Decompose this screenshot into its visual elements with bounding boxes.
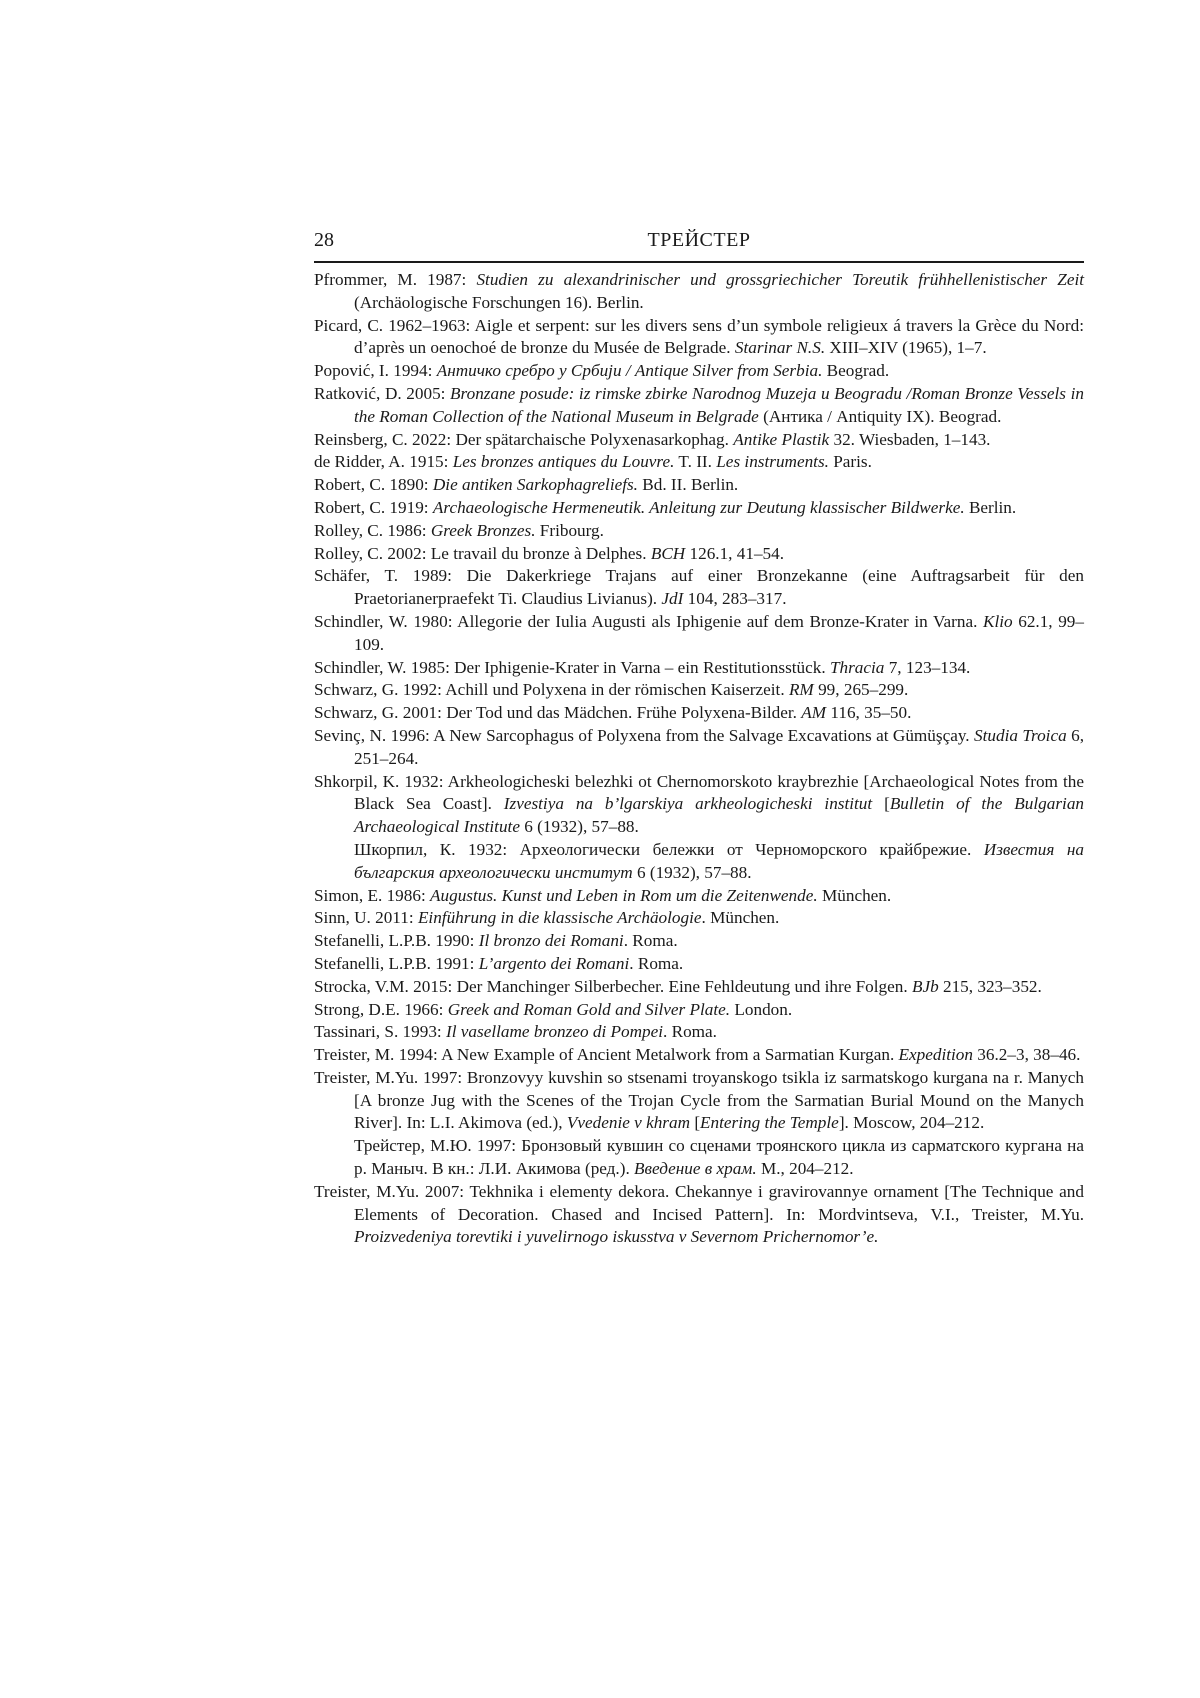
bibliography-entry	[314, 611, 1084, 657]
entry-title-italic: Les bronzes antiques du Louvre.	[452, 452, 675, 472]
entry-title-italic: Entering the Temple	[700, 1113, 839, 1133]
entry-text: Robert, C. 1890:	[314, 475, 433, 495]
bibliography-entry-translation	[314, 839, 1084, 885]
running-title: ТРЕЙСТЕР	[647, 229, 751, 251]
bibliography-entry	[314, 679, 1084, 702]
entry-text: Schwarz, G. 2001: Der Tod und das Mädchen. Frühe Polyxena-Bilder.	[314, 703, 802, 723]
entry-text: Шкорпил, К. 1932: Археологически бележки от Черноморского крайбрежие.	[354, 839, 984, 859]
entry-text: (Archäologische Forschungen 16). Berlin.	[354, 292, 644, 312]
entry-text: 6, 251–264.	[354, 725, 1084, 768]
entry-text: 99, 265–299.	[813, 680, 909, 700]
entry-text: ]. Moscow, 204–212.	[838, 1113, 985, 1133]
entry-text: Pfrommer, M. 1987:	[314, 270, 477, 289]
entry-title-italic: Greek Bronzes.	[430, 520, 536, 540]
entry-title-italic: Greek and Roman Gold and Silver Plate.	[447, 999, 731, 1019]
bibliography-entry	[314, 269, 1084, 315]
entry-text: XIII–XIV (1965), 1–7.	[825, 338, 987, 358]
entry-title-italic: Studien zu alexandrinischer und grossgriechicher Toreutik frühhellenistischer Zeit	[476, 270, 1084, 289]
entry-text: 126.1, 41–54.	[685, 543, 785, 563]
bibliography-list	[314, 269, 1084, 1249]
entry-title-italic: Proizvedeniya torevtiki i yuvelirnogo iskusstva v Severnom Prichernomor’e.	[354, 1227, 879, 1247]
bibliography-entry	[314, 1181, 1084, 1249]
entry-text: 62.1, 99–109.	[354, 611, 1084, 654]
entry-text: Berlin.	[964, 497, 1017, 517]
entry-text: Popović, I. 1994:	[314, 361, 437, 381]
entry-text: . Roma.	[663, 1022, 717, 1042]
page-header	[314, 228, 1084, 263]
bibliography-entry	[314, 315, 1084, 361]
bibliography-entry	[314, 885, 1084, 908]
entry-title-italic: Studia Troica	[974, 725, 1067, 745]
entry-text: Strocka, V.M. 2015: Der Manchinger Silberbecher. Eine Fehldeutung und ihre Folgen.	[314, 976, 912, 996]
entry-title-italic: JdI	[661, 589, 684, 609]
entry-title-italic: Augustus. Kunst und Leben in Rom um die Zeitenwende.	[430, 885, 818, 905]
entry-title-italic: Einführung in die klassische Archäologie	[417, 908, 702, 928]
entry-text: Simon, E. 1986:	[314, 885, 431, 905]
entry-text: Picard, C. 1962–1963: Aigle et serpent: sur les divers sens d’un symbole religieux á travers la Grèce du Nord: d’après un oenochoé de bronze du Musée de Belgrade.	[314, 315, 1084, 358]
bibliography-entry	[314, 976, 1084, 999]
bibliography-entry	[314, 725, 1084, 771]
entry-text: . Roma.	[623, 931, 678, 951]
entry-text: Schäfer, T. 1989: Die Dakerkriege Trajans auf einer Bronzekanne (eine Auftragsarbeit für den Praetorianerpraefekt Ti. Claudius Livianus).	[314, 566, 1084, 609]
entry-text: Schwarz, G. 1992: Achill und Polyxena in der römischen Kaiserzeit.	[314, 680, 789, 700]
entry-text: 36.2–3, 38–46.	[973, 1045, 1081, 1065]
entry-text: Трейстер, М.Ю. 1997: Бронзовый кувшин со сценами троянского цикла из сарматского кургана на р. Маныч. В кн.: Л.И. Акимова (ред.).	[354, 1136, 1084, 1179]
entry-text: Schindler, W. 1985: Der Iphigenie-Krater in Varna – ein Restitutionsstück.	[314, 657, 830, 677]
entry-text: Shkorpil, K. 1932: Arkheologicheski belezhki ot Chernomorskoto kraybrezhie [Archaeological Notes from the Black Sea Coast].	[314, 771, 1084, 814]
entry-text: [	[872, 794, 890, 814]
bibliography-entry	[314, 1044, 1084, 1067]
entry-text: Stefanelli, L.P.B. 1990:	[314, 931, 479, 951]
bibliography-entry	[314, 565, 1084, 611]
entry-title-italic: AM	[801, 703, 827, 723]
entry-text: [	[690, 1113, 701, 1133]
entry-text: Rolley, C. 2002: Le travail du bronze à Delphes.	[314, 543, 651, 563]
entry-title-italic: Известия на българския археологически институт	[354, 839, 1084, 882]
entry-text: 6 (1932), 57–88.	[632, 862, 752, 882]
bibliography-entry	[314, 771, 1084, 839]
bibliography-entry	[314, 953, 1084, 976]
entry-title-italic: Die antiken Sarkophagreliefs.	[432, 475, 638, 495]
entry-text: (Антика / Antiquity IX). Beograd.	[758, 406, 1002, 426]
bibliography-entry-translation	[314, 1135, 1084, 1181]
page-number: 28	[314, 229, 334, 251]
entry-text: München.	[817, 885, 892, 905]
entry-title-italic: RM	[788, 680, 814, 700]
bibliography-entry	[314, 657, 1084, 680]
entry-text: Sevinç, N. 1996: A New Sarcophagus of Polyxena from the Salvage Excavations at Gümüşçay.	[314, 725, 975, 745]
entry-text: Fribourg.	[535, 520, 604, 540]
entry-text: . Roma.	[629, 953, 684, 973]
entry-text: Schindler, W. 1980: Allegorie der Iulia Augusti als Iphigenie auf dem Bronze-Krater in Varna.	[314, 611, 983, 631]
entry-text: T. II.	[674, 452, 717, 472]
entry-title-italic: Klio	[983, 611, 1013, 631]
entry-text: М., 204–212.	[756, 1159, 854, 1179]
entry-text: Treister, M.Yu. 2007: Tekhnika i elementy dekora. Chekannye i gravirovannye ornament [The Technique and Elements of Decoration. Chased and Incised Pattern]. In: Mordvintseva, V.I., Treister, M.Yu.	[314, 1181, 1084, 1224]
entry-text: Rolley, C. 1986:	[314, 520, 431, 540]
bibliography-entry	[314, 360, 1084, 383]
entry-title-italic: Izvestiya na b’lgarskiya arkheologicheski institut	[503, 794, 873, 814]
entry-text: Sinn, U. 2011:	[314, 908, 418, 928]
entry-title-italic: Il vasellame bronzeo di Pompei	[446, 1022, 664, 1042]
entry-text: Tassinari, S. 1993:	[314, 1022, 446, 1042]
entry-text: Reinsberg, C. 2022: Der spätarchaische Polyxenasarkophag.	[314, 429, 734, 449]
entry-text: Robert, C. 1919:	[314, 497, 433, 517]
entry-title-italic: Archaeologische Hermeneutik. Anleitung zur Deutung klassischer Bildwerke.	[432, 497, 965, 517]
entry-title-italic: Bulletin of the Bulgarian Archaeological Institute	[354, 794, 1085, 837]
entry-text: Bd. II. Berlin.	[637, 475, 739, 495]
bibliography-entry	[314, 383, 1084, 429]
entry-text: 32. Wiesbaden, 1–143.	[829, 429, 991, 449]
entry-text: Stefanelli, L.P.B. 1991:	[314, 953, 479, 973]
entry-text: Paris.	[828, 452, 872, 472]
entry-title-italic: L’argento dei Romani	[478, 953, 630, 973]
entry-text: Ratković, D. 2005:	[314, 383, 451, 403]
entry-title-italic: Античко сребро у Србији / Antique Silver from Serbia.	[436, 361, 823, 381]
entry-title-italic: BCH	[650, 543, 686, 563]
entry-text: 116, 35–50.	[826, 703, 912, 723]
entry-text: 7, 123–134.	[884, 657, 971, 677]
entry-text: 104, 283–317.	[683, 589, 787, 609]
bibliography-entry	[314, 543, 1084, 566]
entry-title-italic: Expedition	[898, 1045, 973, 1065]
entry-title-italic: Vvedenie v khram	[566, 1113, 691, 1133]
bibliography-entry	[314, 451, 1084, 474]
entry-title-italic: Il bronzo dei Romani	[478, 931, 624, 951]
entry-title-italic: Введение в храм.	[634, 1159, 757, 1179]
bibliography-entry	[314, 474, 1084, 497]
entry-title-italic: BJb	[911, 976, 939, 996]
entry-text: Treister, M.Yu. 1997: Bronzovyy kuvshin so stsenami troyanskogo tsikla iz sarmatskogo kurgana na r. Manych [A bronze Jug with the Scenes of the Trojan Cycle from the Sarmatian Burial Mound on the Manych River]. In: L.I. Akimova (ed.),	[314, 1067, 1084, 1133]
bibliography-entry	[314, 702, 1084, 725]
bibliography-entry	[314, 497, 1084, 520]
entry-title-italic: Les instruments.	[716, 452, 829, 472]
bibliography-entry	[314, 1067, 1084, 1135]
entry-text: de Ridder, A. 1915:	[314, 452, 453, 472]
entry-text: . München.	[701, 908, 780, 928]
bibliography-entry	[314, 520, 1084, 543]
entry-title-italic: Thracia	[829, 657, 885, 677]
entry-title-italic: Antike Plastik	[733, 429, 830, 449]
entry-title-italic: Starinar N.S.	[734, 338, 826, 358]
entry-text: Treister, M. 1994: A New Example of Ancient Metalwork from a Sarmatian Kurgan.	[314, 1045, 899, 1065]
bibliography-entry	[314, 429, 1084, 452]
entry-text: Beograd.	[822, 361, 890, 381]
entry-text: 6 (1932), 57–88.	[519, 817, 639, 837]
bibliography-entry	[314, 907, 1084, 930]
bibliography-entry	[314, 930, 1084, 953]
entry-text: 215, 323–352.	[938, 976, 1042, 996]
bibliography-entry	[314, 1021, 1084, 1044]
entry-text: London.	[730, 999, 793, 1019]
entry-title-italic: Bronzane posude: iz rimske zbirke Narodnog Muzeja u Beogradu /Roman Bronze Vessels in the Roman Collection of the National Museum in Belgrade	[354, 383, 1084, 426]
bibliography-entry	[314, 999, 1084, 1022]
entry-text: Strong, D.E. 1966:	[314, 999, 448, 1019]
